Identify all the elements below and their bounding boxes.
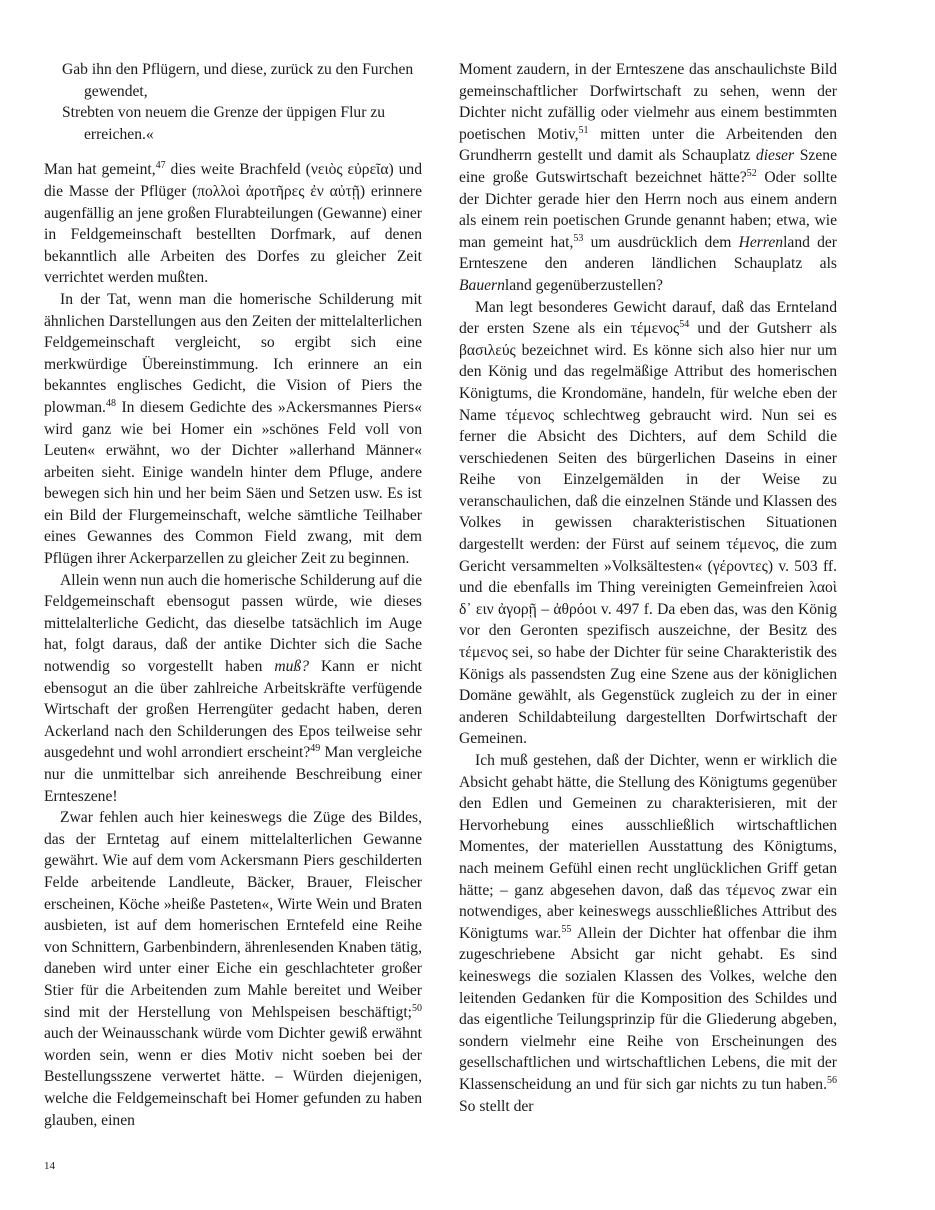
footnote-ref[interactable]: 51 <box>578 124 589 136</box>
paragraph: Allein wenn nun auch die homerische Schilderung auf die Feldgemeinschaft ebensogut passen würde, wie dieses mittelalterliche Gedicht, das dieselbe tatsächlich im Auge hat, folgt daraus, daß der antike Dichter sich die Sache notwendig so vorgestellt haben muß? Kann er nicht ebensogut an die über zahlreiche Arbeitskräfte verfügende Wirtschaft der großen Herrengüter gedacht haben, deren Ackerland nach den Schilderungen des Epos teilweise sehr ausgedehnt und wohl arrondiert erscheint?$^{49}$ Man vergleiche nur die unmittelbar sich anreihende Beschreibung einer Ernteszene! <box>44 571 423 805</box>
verse-line: Strebten von neuem die Grenze der üppigen Flur zu erreichen.« <box>62 104 386 143</box>
footnote-ref[interactable]: 47 <box>155 160 166 172</box>
footnote-ref[interactable]: 54 <box>679 318 690 330</box>
footnote-ref[interactable]: 50 <box>412 1002 422 1014</box>
footnote-ref[interactable]: 55 <box>561 923 572 935</box>
paragraph: Moment zaudern, in der Ernteszene das anschaulichste Bild gemeinschaftlicher Dorfwirtschaft zu sehen, wenn der Dichter nicht zufällig oder vielmehr aus einem bestimmten poetischen Motiv,$^{51}$ mitten unter die Arbeitenden den Grundherrn gestellt und damit als Schauplatz dieser Szene eine große Gutswirtschaft bezeichnet hätte?$^{52}$ Oder sollte der Dichter gerade hier den Herrn noch aus einem andern als einem rein poetischen Grunde genannt haben; etwa, wie man gemeint hat,$^{53}$ um ausdrücklich dem Herrenland der Ernteszene den anderen ländlichen Schauplatz als Bauernland gegenüberzustellen? <box>459 61 838 294</box>
right-column <box>459 59 837 1117</box>
paragraph: Man hat gemeint,$^{47}$ dies weite Brachfeld (νειὸς εὐρεῖα) und die Masse der Pflüger (πολλοὶ ἀροτῆρες ἐν αὐτῇ) erinnere augenfällig an jene großen Flurabteilungen (Gewanne) einer in Feldgemeinschaft bestellten Dorfmark, auf denen bekanntlich alle Arbeiten des Dorfes zu gleicher Zeit verrichtet werden mußten. <box>44 160 422 287</box>
footnote-ref[interactable]: 52 <box>746 167 757 179</box>
paragraph: Zwar fehlen auch hier keineswegs die Züge des Bildes, das der Erntetag auf einem mittelalterlichen Gewanne gewährt. Wie auf dem vom Ackersmann Piers geschilderten Felde arbeitende Landleute, Bäcker, Brauer, Fleischer erscheinen, Köche »heiße Pasteten«, Wirte Wein und Braten ausbieten, ist auf dem homerischen Erntefeld eine Reihe von Schnittern, Garbenbindern, ährenlesenden Knaben tätig, daneben wird unter einer Eiche ein geschlachteter großer Stier für die Arbeitenden zum Mahle bereitet und Weiber sind mit der Herstellung von Mehlspeisen beschäftigt;$^{50}$ auch der Weinausschank würde vom Dichter gewiß erwähnt worden sein, wenn er dies Motiv nicht soeben bei der Bestellungsszene verwertet hätte. – Würden diejenigen, welche die Feldgemeinschaft bei Homer gefunden zu haben glauben, einen <box>44 809 422 1129</box>
paragraph: Man legt besonderes Gewicht darauf, daß das Ernteland der ersten Szene als ein τέμενος$^{54}$ und der Gutsherr als βασιλεύς bezeichnet wird. Es könne sich also hier nur um den König und das regelmäßige Attribut des homerischen Königtums, die Krondomäne, handeln, für welche eben der Name τέμενος schlechtweg gebraucht wird. Nun sei es ferner die Absicht des Dichters, auf dem Schild die verschiedenen Seiten des bürgerlichen Daseins in einer Reihe von Einzelgemälden in der Weise zu veranschaulichen, daß die einzelnen Stände und Klassen des Volkes in gewissen charakteristischen Situationen dargestellt werden: der Fürst auf seinem τέμενος, die zum Gericht versammelten »Volksältesten« (γέροντες) v. 503 ff. und die ebenfalls im Thing vereinigten Gemeinfreien λαοὶ δ᾽ ειν ἀγορῇ – ἀθρόοι v. 497 f. Da eben das, was den König vor den Geronten spezifisch auszeichne, der Besitz des τέμενος sei, so habe der Dichter für seine Charakteristik des Königs als passendsten Zug eine Szene aus der königlichen Domäne gewählt, als Gegenstück zugleich zu der in einer anderen Schildabteilung dargestellten Dorfwirtschaft der Gemeinen. <box>459 298 838 748</box>
paragraph: In der Tat, wenn man die homerische Schilderung mit ähnlichen Darstellungen aus den Zeiten der mittelalterlichen Feldgemeinschaft vergleicht, so ergibt sich eine merkwürdige Übereinstimmung. Ich erinnere an ein bekanntes englisches Gedicht, die Vision of Piers the plowman.$^{48}$ In diesem Gedichte des »Ackersmannes Piers« wird ganz wie bei Homer ein »schönes Feld voll von Leuten« erwähnt, wo der Dichter »allerhand Männer« arbeiten sieht. Einige wandeln hinter dem Pfluge, andere bewegen sich hin und her beim Säen und Setzen usw. Es ist ein Bild der Flurgemeinschaft, welche sämtliche Teilhaber eines Gewannes des Common Field zwang, mit dem Pflügen ihrer Ackerparzellen zu gleicher Zeit zu beginnen. <box>44 290 422 568</box>
left-column <box>44 59 422 1131</box>
verse-line: Gab ihn den Pflügern, und diese, zurück zu den Furchen gewendet, <box>62 61 414 100</box>
page-number: 14 <box>44 1160 55 1172</box>
footnote-ref[interactable]: 56 <box>827 1074 837 1086</box>
footnote-ref[interactable]: 48 <box>105 397 116 409</box>
verse-quote <box>62 59 422 145</box>
footnote-ref[interactable]: 49 <box>310 743 321 755</box>
paragraph: Ich muß gestehen, daß der Dichter, wenn er wirklich die Absicht gehabt hätte, die Stellung des Königtums gegenüber den Edlen und Gemeinen zu charakterisieren, mit der Hervorhebung eines ausschließlich wirtschaftlichen Momentes, der materiellen Ausstattung des Königtums, nach meinem Gefühl einen recht unglücklichen Griff getan hätte; – ganz abgesehen davon, daß das τέμενος zwar ein notwendiges, aber keineswegs ausschließliches Attribut des Königtums war.$^{55}$ Allein der Dichter hat offenbar die ihm zugeschriebene Absicht gar nicht gehabt. Es sind keineswegs die sozialen Klassen des Volkes, welche den leitenden Gedanken für die Komposition des Schildes und das eigentliche Teilungsprinzip für die Gliederung abgeben, sondern vielmehr eine Reihe von Erscheinungen des gesellschaftlichen und wirtschaftlichen Lebens, die mit der Klassenscheidung an und für sich gar nichts zu tun haben.$^{56}$ So stellt der <box>459 752 838 1115</box>
footnote-ref[interactable]: 53 <box>573 232 584 244</box>
